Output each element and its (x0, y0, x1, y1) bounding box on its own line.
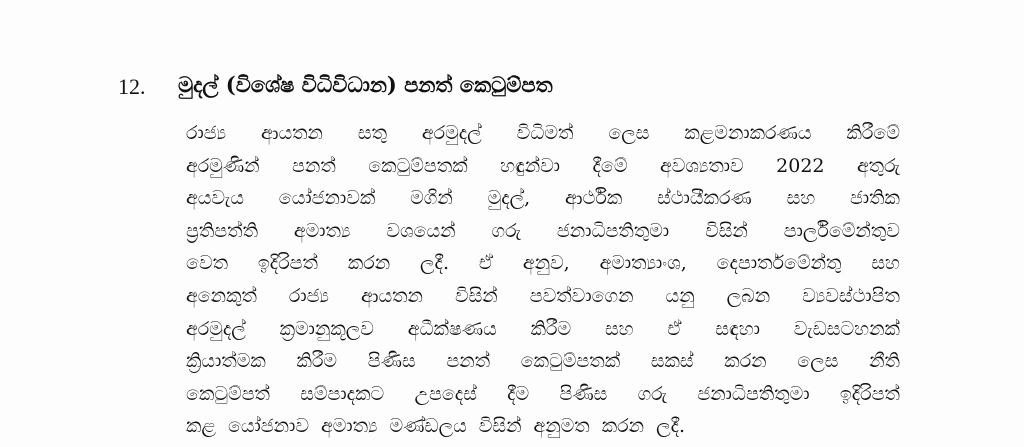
word: ජනාධිපතිතුමා (697, 382, 810, 405)
word: යෝජනාව (227, 415, 309, 438)
word: ආයතන (260, 122, 323, 144)
word: පිණිස (559, 382, 608, 405)
paragraph-line (186, 410, 900, 443)
word: අරමුදල් (186, 317, 246, 340)
word: කළමනාකරණය (684, 122, 812, 144)
paragraph-line (186, 378, 900, 411)
word: සම්පාදකට (300, 382, 385, 405)
word: කිරීම (530, 317, 572, 340)
paragraph-line (186, 182, 900, 215)
word: අනුමත (533, 415, 590, 438)
word: ලබන (726, 284, 771, 307)
word: ලෙස (608, 122, 650, 144)
word: පනත් (292, 154, 336, 177)
word: කෙටුම්පතක් (520, 350, 621, 373)
word: වශයෙන් (386, 219, 456, 242)
word: ආර්ථික (565, 187, 623, 210)
word: පාර්ලිමේන්තුව (783, 219, 900, 242)
word: සහ (786, 187, 816, 210)
word: දෙපාර්තමේන්තු (716, 252, 842, 275)
word: අරමුණින් (186, 154, 260, 177)
word: යනු (665, 284, 695, 307)
word: හඳුන්වා (500, 154, 561, 177)
word: ඒ (667, 317, 682, 340)
word: ලදී. (656, 415, 686, 438)
word: විධිමත් (516, 122, 574, 144)
word: විසින් (454, 284, 498, 307)
word: අයවැය (186, 187, 244, 210)
section-number: 12. (118, 74, 146, 99)
word: උපදෙස් (414, 382, 477, 405)
word: අමාත්‍ය (293, 219, 351, 242)
word: ඉදිරිපත් (839, 382, 900, 405)
word: කෙටුම්පත් (186, 382, 270, 405)
word: ව්‍යවස්ථාපිත (802, 284, 900, 307)
word: සඳහා (715, 317, 760, 340)
word: විසින් (705, 219, 748, 242)
word: අවශ්‍යතාව (659, 154, 744, 177)
word: කිරීමේ (846, 122, 900, 144)
word: ජනාධිපතිතුමා (556, 219, 670, 242)
word: ලෙස (797, 350, 839, 373)
paragraph-line (186, 280, 900, 313)
paragraph-line (186, 117, 900, 150)
paragraph-line (186, 150, 900, 183)
word: ගරු (491, 219, 521, 242)
word: යෝජනාවක් (278, 187, 376, 210)
word: ක්‍රියාත්මක (186, 350, 266, 373)
word: වැඩසටහනක් (793, 317, 900, 340)
word: කරන (347, 252, 391, 275)
word: සහ (604, 317, 634, 340)
word: ඉදිරිපත් (257, 252, 318, 275)
word: අනෙකුත් (186, 284, 257, 307)
word: පවත්වාගෙන (529, 284, 634, 307)
word: ආයතන (360, 284, 423, 307)
word: මගින් (410, 187, 453, 210)
word: අමාත්‍යාංශ, (599, 252, 687, 275)
word: විසින් (478, 415, 522, 438)
word: ඒ (478, 252, 494, 275)
word: මණ්ඩලය (389, 415, 467, 438)
word: පනත් (446, 350, 491, 373)
word: නීති (869, 350, 900, 373)
word: සකස් (650, 350, 694, 373)
paragraph-line (186, 247, 900, 280)
paragraph-line (186, 215, 900, 248)
paragraph-line (186, 345, 900, 378)
word: කළ (186, 415, 216, 438)
word: ක්‍රමානුකූලව (279, 317, 374, 340)
word: 2022 (776, 154, 825, 177)
word: අමාත්‍ය (321, 415, 378, 438)
word: වෙත (186, 252, 229, 275)
word: ගරු (637, 382, 668, 405)
word: සතු (357, 122, 387, 144)
word: ජාතික (850, 187, 900, 210)
word: රාජ්‍ය (186, 122, 227, 144)
word: ප්‍රතිපත්ති (186, 219, 259, 242)
word: මුදල්, (487, 187, 531, 210)
body-paragraph (186, 117, 900, 443)
word: සහ (871, 252, 900, 275)
word: කෙටුම්පතක් (368, 154, 468, 177)
word: අධීක්ෂණය (407, 317, 497, 340)
word: රාජ්‍ය (288, 284, 329, 307)
word: ස්ථායීකරණ (657, 187, 752, 210)
paragraph-line (186, 313, 900, 346)
word: දීම (507, 382, 530, 405)
word: අතුරු (856, 154, 900, 177)
word: ලදී. (420, 252, 449, 275)
word: කරන (724, 350, 767, 373)
word: කිරීම (296, 350, 338, 373)
section-title: මුදල් (විශේෂ විධිවිධාන) පනත් කෙටුම්පත (178, 72, 553, 97)
word: පිණිස (367, 350, 416, 373)
word: කරන (601, 415, 645, 438)
word: දීමේ (592, 154, 628, 177)
word: අරමුදල් (421, 122, 482, 144)
word: අනුව, (522, 252, 570, 275)
